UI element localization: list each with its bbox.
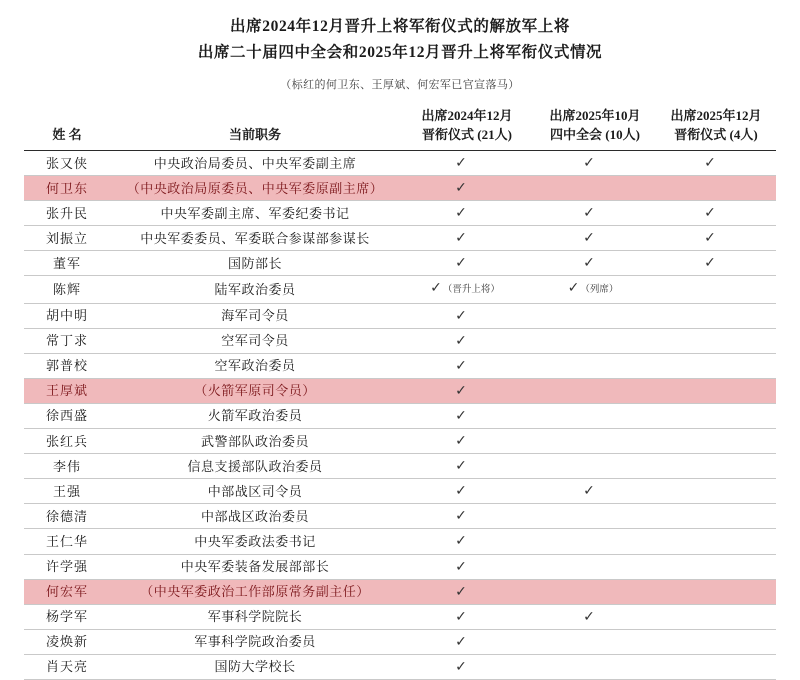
cell-post: 信息支援部队政治委员: [110, 454, 400, 479]
cell-ceremony-2024-12: [400, 429, 534, 454]
cell-ceremony-2024-12: [400, 604, 534, 629]
check-icon: ✓: [704, 230, 716, 247]
cell-ceremony-2025-12: [656, 529, 776, 554]
column-header-col2-line1: 出席2025年10月: [549, 108, 641, 123]
check-icon: ✓: [583, 608, 595, 625]
check-icon: ✓: [583, 230, 595, 247]
column-header-name: [24, 106, 110, 151]
column-header-col1-line1: 出席2024年12月: [421, 108, 513, 123]
cell-name: 常丁求: [24, 328, 110, 353]
table-row: [24, 353, 776, 378]
table-row: [24, 226, 776, 251]
cell-name: 徐德清: [24, 504, 110, 529]
cell-name: 何卫东: [24, 176, 110, 201]
cell-plenum-2025-10: [534, 629, 656, 654]
cell-post: 中部战区政治委员: [110, 504, 400, 529]
cell-post: （火箭军原司令员）: [110, 378, 400, 403]
column-header-col2-line2: 四中全会 (10人): [550, 127, 640, 142]
check-icon: ✓: [455, 255, 467, 272]
cell-ceremony-2025-12: [656, 353, 776, 378]
cell-name: 王强: [24, 479, 110, 504]
title-line-2: 出席二十届四中全会和2025年12月晋升上将军衔仪式情况: [197, 44, 603, 61]
cell-post: 火箭军政治委员: [110, 403, 400, 428]
cell-ceremony-2025-12: [656, 454, 776, 479]
check-icon: ✓: [455, 633, 467, 650]
cell-ceremony-2024-12: [400, 201, 534, 226]
cell-plenum-2025-10: [534, 454, 656, 479]
cell-plenum-2025-10: [534, 529, 656, 554]
cell-plenum-2025-10: [534, 554, 656, 579]
check-icon: ✓: [455, 558, 467, 575]
cell-name: 徐西盛: [24, 403, 110, 428]
cell-ceremony-2024-12: [400, 454, 534, 479]
cell-post: 中央军委装备发展部部长: [110, 554, 400, 579]
cell-plenum-2025-10: [534, 303, 656, 328]
table-body: [24, 151, 776, 680]
table-row: [24, 303, 776, 328]
cell-ceremony-2025-12: [656, 554, 776, 579]
cell-ceremony-2025-12: [656, 629, 776, 654]
cell-name: 杨学军: [24, 604, 110, 629]
check-icon: ✓: [455, 608, 467, 625]
cell-ceremony-2024-12: [400, 328, 534, 353]
check-icon: ✓: [455, 155, 467, 171]
cell-name: 张又侠: [24, 151, 110, 176]
cell-ceremony-2024-12: [400, 554, 534, 579]
table-row: [24, 504, 776, 529]
document-titles: [24, 14, 776, 92]
cell-name: 董军: [24, 251, 110, 276]
cell-ceremony-2024-12: [400, 353, 534, 378]
cell-plenum-2025-10: [534, 353, 656, 378]
table-row: [24, 579, 776, 604]
cell-ceremony-2024-12: [400, 479, 534, 504]
cell-ceremony-2025-12: [656, 579, 776, 604]
cell-ceremony-2025-12: [656, 251, 776, 276]
cell-ceremony-2025-12: [656, 201, 776, 226]
cell-ceremony-2025-12: [656, 504, 776, 529]
cell-name: 刘振立: [24, 226, 110, 251]
check-icon: ✓: [455, 357, 467, 374]
table-row: [24, 629, 776, 654]
cell-ceremony-2025-12: [656, 403, 776, 428]
column-header-post: [110, 106, 400, 151]
cell-name: 张红兵: [24, 429, 110, 454]
table-row: [24, 654, 776, 679]
cell-post: 空军政治委员: [110, 353, 400, 378]
cell-ceremony-2025-12: [656, 604, 776, 629]
cell-post: 军事科学院院长: [110, 604, 400, 629]
cell-ceremony-2025-12: [656, 378, 776, 403]
cell-plenum-2025-10: [534, 504, 656, 529]
column-header-plenum-2025-10: [534, 106, 656, 151]
cell-ceremony-2024-12: [400, 579, 534, 604]
check-icon: ✓: [583, 205, 595, 222]
cell-post: 中央军委委员、军委联合参谋部参谋长: [110, 226, 400, 251]
cell-name: 郭普校: [24, 353, 110, 378]
cell-plenum-2025-10: [534, 201, 656, 226]
cell-ceremony-2024-12: [400, 629, 534, 654]
cell-ceremony-2024-12: [400, 251, 534, 276]
cell-post: 陆军政治委员: [110, 276, 400, 303]
cell-plenum-2025-10: [534, 276, 656, 303]
cell-post: 国防部长: [110, 251, 400, 276]
column-header-col3-line2: 晋衔仪式 (4人): [674, 127, 758, 142]
cell-name: 王厚斌: [24, 378, 110, 403]
check-icon: ✓: [455, 583, 467, 600]
check-icon: ✓: [455, 508, 467, 525]
cell-ceremony-2024-12: [400, 176, 534, 201]
table-row: [24, 604, 776, 629]
table-row: [24, 151, 776, 176]
check-icon: ✓: [455, 382, 467, 399]
check-icon: ✓: [583, 483, 595, 500]
cell-plenum-2025-10: [534, 328, 656, 353]
check-icon: ✓: [567, 280, 580, 297]
cell-plenum-2025-10: [534, 479, 656, 504]
check-icon: ✓: [704, 255, 716, 272]
cell-name: 王仁华: [24, 529, 110, 554]
table-row: [24, 429, 776, 454]
generals-attendance-table: [24, 106, 776, 680]
column-header-name-label: 姓 名: [52, 127, 82, 142]
table-header-row: [24, 106, 776, 151]
table-row: [24, 251, 776, 276]
check-icon: ✓: [455, 658, 467, 675]
cell-name: 李伟: [24, 454, 110, 479]
check-icon: ✓: [455, 205, 467, 222]
cell-ceremony-2024-12: [400, 529, 534, 554]
check-icon: ✓: [455, 483, 467, 500]
cell-ceremony-2024-12: [400, 403, 534, 428]
cell-post: 中央军委政法委书记: [110, 529, 400, 554]
table-row: [24, 201, 776, 226]
cell-plenum-2025-10: [534, 151, 656, 176]
cell-ceremony-2025-12: [656, 654, 776, 679]
table-row: [24, 276, 776, 303]
cell-ceremony-2024-12: [400, 276, 534, 303]
cell-plenum-2025-10: [534, 604, 656, 629]
cell-name: 陈辉: [24, 276, 110, 303]
cell-name: 胡中明: [24, 303, 110, 328]
column-header-post-label: 当前职务: [228, 127, 281, 142]
cell-post: 中央政治局委员、中央军委副主席: [110, 151, 400, 176]
cell-post: 武警部队政治委员: [110, 429, 400, 454]
cell-post: 军事科学院政治委员: [110, 629, 400, 654]
check-icon: ✓: [455, 433, 467, 450]
check-icon: ✓: [455, 533, 467, 550]
check-icon: ✓: [455, 307, 467, 324]
table-row: [24, 403, 776, 428]
table-row: [24, 176, 776, 201]
column-header-col3-line1: 出席2025年12月: [670, 108, 762, 123]
cell-name: 许学强: [24, 554, 110, 579]
cell-post: 中部战区司令员: [110, 479, 400, 504]
cell-ceremony-2025-12: [656, 276, 776, 303]
cell-plenum-2025-10: [534, 579, 656, 604]
cell-plenum-2025-10: [534, 378, 656, 403]
cell-post: 空军司令员: [110, 328, 400, 353]
check-icon: ✓: [704, 155, 716, 171]
cell-name: 何宏军: [24, 579, 110, 604]
cell-ceremony-2025-12: [656, 151, 776, 176]
check-icon: ✓: [430, 280, 442, 297]
cell-ceremony-2025-12: [656, 429, 776, 454]
cell-plenum-2025-10: [534, 654, 656, 679]
cell-note: （晋升上将）: [442, 285, 500, 296]
cell-name: 肖天亮: [24, 654, 110, 679]
cell-plenum-2025-10: [534, 403, 656, 428]
table-row: [24, 454, 776, 479]
cell-ceremony-2025-12: [656, 176, 776, 201]
cell-plenum-2025-10: [534, 429, 656, 454]
cell-note: （列席）: [580, 285, 619, 296]
table-header: [24, 106, 776, 151]
column-header-ceremony-2025-12: [656, 106, 776, 151]
table-row: [24, 479, 776, 504]
check-icon: ✓: [704, 205, 716, 222]
column-header-ceremony-2024-12: [400, 106, 534, 151]
cell-ceremony-2024-12: [400, 151, 534, 176]
cell-ceremony-2024-12: [400, 504, 534, 529]
check-icon: ✓: [455, 230, 467, 247]
cell-ceremony-2025-12: [656, 226, 776, 251]
cell-post: 中央军委副主席、军委纪委书记: [110, 201, 400, 226]
title-line-1: 出席2024年12月晋升上将军衔仪式的解放军上将: [230, 18, 570, 35]
cell-plenum-2025-10: [534, 251, 656, 276]
cell-post: 海军司令员: [110, 303, 400, 328]
table-row: [24, 328, 776, 353]
cell-post: （中央军委政治工作部原常务副主任）: [110, 579, 400, 604]
cell-ceremony-2025-12: [656, 328, 776, 353]
cell-ceremony-2024-12: [400, 654, 534, 679]
cell-name: 张升民: [24, 201, 110, 226]
cell-plenum-2025-10: [534, 226, 656, 251]
document-subtitle: （标红的何卫东、王厚斌、何宏军已官宣落马）: [280, 79, 520, 91]
check-icon: ✓: [455, 332, 467, 349]
check-icon: ✓: [455, 407, 467, 424]
cell-post: （中央政治局原委员、中央军委原副主席）: [110, 176, 400, 201]
cell-ceremony-2024-12: [400, 303, 534, 328]
cell-ceremony-2025-12: [656, 303, 776, 328]
check-icon: ✓: [455, 180, 467, 197]
cell-plenum-2025-10: [534, 176, 656, 201]
column-header-col1-line2: 晋衔仪式 (21人): [422, 127, 512, 142]
cell-ceremony-2025-12: [656, 479, 776, 504]
cell-ceremony-2024-12: [400, 226, 534, 251]
cell-name: 凌焕新: [24, 629, 110, 654]
table-row: [24, 554, 776, 579]
check-icon: ✓: [583, 255, 595, 272]
table-row: [24, 529, 776, 554]
table-row: [24, 378, 776, 403]
cell-ceremony-2024-12: [400, 378, 534, 403]
cell-post: 国防大学校长: [110, 654, 400, 679]
check-icon: ✓: [583, 155, 595, 171]
check-icon: ✓: [455, 458, 467, 475]
